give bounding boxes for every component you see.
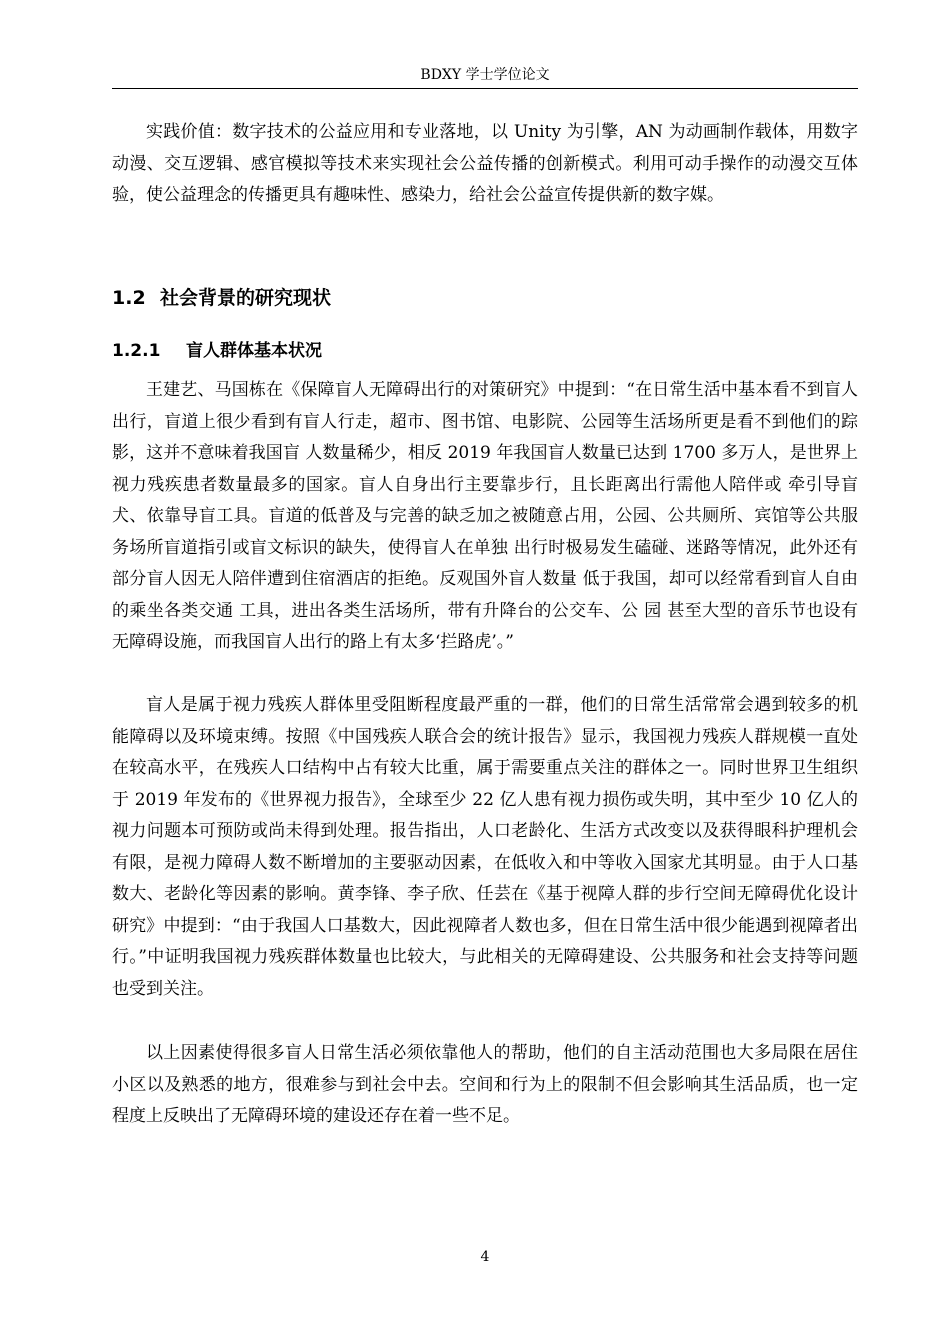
section-title: 社会背景的研究现状 [160,287,332,309]
section-heading-1-2-1 [112,340,858,362]
paragraph-practical-value: 实践价值：数字技术的公益应用和专业落地，以 Unity 为引擎，AN 为动画制作载体，用数字动漫、交互逻辑、感官模拟等技术来实现社会公益传播的创新模式。利用可动手操作的动漫交互体验，使公益理念的传播更具有趣味性、感染力，给社会公益宣传提供新的数字媒。 [112,122,858,205]
section-heading-1-2 [112,286,858,310]
page-number: 4 [480,1249,490,1265]
header-title: BDXY 学士学位论文 [420,67,550,83]
paragraph-blind-travel-study: 王建艺、马国栋在《保障盲人无障碍出行的对策研究》中提到：“在日常生活中基本看不到盲人出行，盲道上很少看到有盲人行走，超市、图书馆、电影院、公园等生活场所更是看不到他们的踪影，这并不意味着我国盲 人数量稀少，相反 2019 年我国盲人数量已达到 1700 多万人，是世界上视力残疾患者数量最多的国家。盲人自身出行主要靠步行，且长距离出行需他人陪伴或 牵引导盲犬、依靠导盲工具。盲道的低普及与完善的缺乏加之被随意占用，公园、公共厕所、宾馆等公共服务场所盲道指引或盲文标识的缺失，使得盲人在单独 出行时极易发生磕碰、迷路等情况，此外还有部分盲人因无人陪伴遭到住宿酒店的拒绝。反观国外盲人数量 低于我国，却可以经常看到盲人自由的乘坐各类交通 工具，进出各类生活场所，带有升降台的公交车、公 园 甚至大型的音乐节也设有无障碍设施，而我国盲人出行的路上有太多‘拦路虎’。” [112,380,858,652]
paragraph-visual-disability-stats: 盲人是属于视力残疾人群体里受阻断程度最严重的一群，他们的日常生活常常会遇到较多的机能障碍以及环境束缚。按照《中国残疾人联合会的统计报告》显示，我国视力残疾人群规模一直处在较高水平，在残疾人口结构中占有较大比重，属于需要重点关注的群体之一。同时世界卫生组织于 2019 年发布的《世界视力报告》，全球至少 22 亿人患有视力损伤或失明，其中至少 10 亿人的视力问题本可预防或尚未得到处理。报告指出，人口老龄化、生活方式改变以及获得眼科护理机会有限，是视力障碍人数不断增加的主要驱动因素，在低收入和中等收入国家尤其明显。由于人口基数大、老龄化等因素的影响。黄李锋、李子欣、任芸在《基于视障人群的步行空间无障碍优化设计研究》中提到：“由于我国人口基数大，因此视障者人数也多，但在日常生活中很少能遇到视障者出行。”中证明我国视力残疾群体数量也比较大，与此相关的无障碍建设、公共服务和社会支持等问题也受到关注。 [112,695,858,999]
subsection-title: 盲人群体基本状况 [186,341,322,361]
page-header [112,66,858,84]
subsection-number: 1.2.1 [112,341,161,361]
header-divider [112,88,858,89]
section-number: 1.2 [112,287,146,309]
paragraph-daily-life-limits: 以上因素使得很多盲人日常生活必须依靠他人的帮助，他们的自主活动范围也大多局限在居住小区以及熟悉的地方，很难参与到社会中去。空间和行为上的限制不但会影响其生活品质，也一定程度上反映出了无障碍环境的建设还存在着一些不足。 [112,1043,858,1126]
